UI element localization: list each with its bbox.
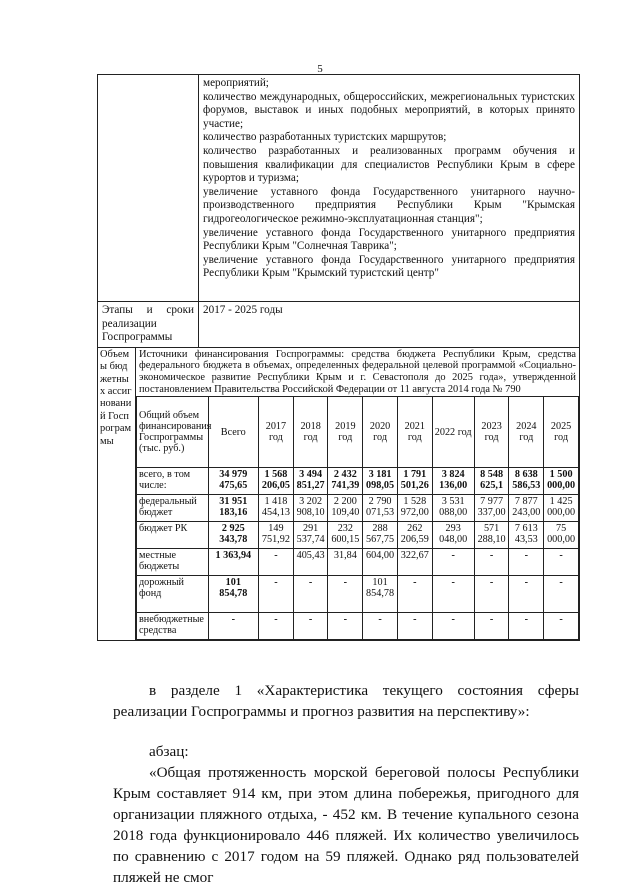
table-row — [137, 576, 579, 613]
table-cell: 2 432 741,39 — [328, 468, 363, 495]
table-cell: 262 206,59 — [397, 522, 432, 549]
finance-table — [97, 347, 580, 641]
column-header: 2022 год — [432, 397, 474, 468]
table-row — [137, 495, 579, 522]
table-row — [98, 302, 580, 348]
table-cell: 7 613 43,53 — [509, 522, 544, 549]
column-header: Всего — [208, 397, 259, 468]
table-cell: - — [328, 613, 363, 640]
table-cell: - — [509, 576, 544, 613]
column-header: 2025 год — [544, 397, 579, 468]
list-item: количество разработанных и реализованных программ обучения и повышения квалификации для специалистов Республики Крым в сфере курортов и туризма; — [203, 144, 575, 185]
table-cell: - — [474, 549, 509, 576]
table-cell: 1 528 972,00 — [397, 495, 432, 522]
indicators-table — [97, 74, 580, 348]
stages-value: 2017 - 2025 годы — [199, 302, 580, 348]
column-header: 2023 год — [474, 397, 509, 468]
sources-text: Источники финансирования Госпрограммы: средства бюджета Республики Крым, средства федерального бюджета в объемах, определенных федеральной целевой программой «Социально-экономическое развитие Республики Крым и г. Севастополя до 2025 года», утвержденной постановлением Правительства Российской Федерации от 11 августа 2014 года № 790 — [139, 348, 576, 395]
list-item: мероприятий; — [203, 77, 269, 89]
paragraph: в разделе 1 «Характеристика текущего состояния сферы реализации Госпрограммы и прогноз развития на перспективу»: — [113, 682, 579, 720]
table-cell: - — [397, 576, 432, 613]
table-cell: 2 790 071,53 — [363, 495, 398, 522]
body-text — [113, 680, 579, 888]
table-cell: 232 600,15 — [328, 522, 363, 549]
table-cell: 34 979 475,65 — [208, 468, 259, 495]
table-cell: 31 951 183,16 — [208, 495, 259, 522]
table-cell: 101 854,78 — [363, 576, 398, 613]
table-cell: 1 500 000,00 — [544, 468, 579, 495]
table-cell: 8 638 586,53 — [509, 468, 544, 495]
indicators-list — [199, 75, 580, 302]
table-cell: - — [259, 576, 294, 613]
table-row — [98, 75, 580, 302]
row-label: всего, в том числе: — [137, 468, 209, 495]
table-cell: - — [208, 613, 259, 640]
finance-matrix — [136, 396, 579, 640]
table-cell: - — [509, 613, 544, 640]
table-cell: 604,00 — [363, 549, 398, 576]
column-header: 2020 год — [363, 397, 398, 468]
column-header: 2024 год — [509, 397, 544, 468]
table-cell: - — [544, 549, 579, 576]
table-cell: 3 202 908,10 — [293, 495, 328, 522]
table-row — [137, 613, 579, 640]
passport-tables — [97, 74, 580, 641]
table-cell: 101 854,78 — [208, 576, 259, 613]
table-cell: - — [432, 613, 474, 640]
table-cell: 1 791 501,26 — [397, 468, 432, 495]
table-cell: 3 494 851,27 — [293, 468, 328, 495]
list-item: количество разработанных туристских маршрутов; — [203, 131, 447, 144]
row-label: федеральный бюджет — [137, 495, 209, 522]
table-cell: - — [474, 576, 509, 613]
table-cell: 7 877 243,00 — [509, 495, 544, 522]
table-cell: 8 548 625,1 — [474, 468, 509, 495]
paragraph: абзац: — [149, 743, 189, 760]
row-label: местные бюджеты — [137, 549, 209, 576]
table-cell: - — [474, 613, 509, 640]
column-header: Общий объем финансирования Госпрограммы (тыс. руб.) — [137, 397, 209, 468]
row-label: внебюджетные средства — [137, 613, 209, 640]
table-cell: 75 000,00 — [544, 522, 579, 549]
table-cell: - — [363, 613, 398, 640]
list-item: увеличение уставного фонда Государственного унитарного научно-производственного предприятия Республики Крым "Крымская гидрогеологическое режимно-эксплуатационная станция"; — [203, 185, 575, 225]
table-cell: 405,43 — [293, 549, 328, 576]
table-row — [137, 468, 579, 495]
list-item: увеличение уставного фонда Государственного унитарного предприятия Республики Крым "Солнечная Таврика"; — [203, 226, 575, 253]
paragraph: «Общая протяженность морской береговой полосы Республики Крым составляет 914 км, при этом длина побережья, пригодного для организации пляжного отдыха, - 452 км. В течение купального сезона 2018 года функционировало 446 пляжей. Их количество увеличилось по сравнению с 2017 годом на 59 пляжей. Однако ряд пользователей пляжей не смог — [113, 764, 579, 886]
table-cell: 322,67 — [397, 549, 432, 576]
list-item: количество международных, общероссийских, межрегиональных туристских форумов, выставок и иных подобных мероприятий, в которых принято участие; — [203, 90, 575, 130]
row-label: бюджет РК — [137, 522, 209, 549]
table-cell: 3 824 136,00 — [432, 468, 474, 495]
table-cell: 3 531 088,00 — [432, 495, 474, 522]
table-cell: - — [293, 613, 328, 640]
table-cell: 291 537,74 — [293, 522, 328, 549]
table-cell: 31,84 — [328, 549, 363, 576]
empty-cell — [98, 75, 199, 302]
table-cell: 571 288,10 — [474, 522, 509, 549]
table-cell: - — [509, 549, 544, 576]
table-cell: 2 925 343,78 — [208, 522, 259, 549]
finance-left-label — [98, 347, 136, 640]
table-cell: 1 425 000,00 — [544, 495, 579, 522]
table-cell: - — [397, 613, 432, 640]
table-cell: - — [293, 576, 328, 613]
table-cell: 1 418 454,13 — [259, 495, 294, 522]
table-header-row — [137, 397, 579, 468]
list-item: увеличение уставного фонда Государственного унитарного предприятия Республики Крым "Крымский туристский центр" — [203, 253, 575, 280]
column-header: 2021 год — [397, 397, 432, 468]
table-cell: - — [259, 613, 294, 640]
table-cell: 7 977 337,00 — [474, 495, 509, 522]
table-cell: 293 048,00 — [432, 522, 474, 549]
table-cell: - — [259, 549, 294, 576]
table-cell: - — [432, 576, 474, 613]
table-cell: 288 567,75 — [363, 522, 398, 549]
table-cell: 1 568 206,05 — [259, 468, 294, 495]
table-row — [137, 549, 579, 576]
table-cell: 2 200 109,40 — [328, 495, 363, 522]
stages-label: Этапы и сроки реализации Госпрограммы — [98, 302, 199, 348]
column-header: 2018 год — [293, 397, 328, 468]
page-number: 5 — [317, 63, 323, 75]
table-cell: - — [328, 576, 363, 613]
finance-left-label-text: Объемы бюджетных ассигнований Госпрограммы — [100, 348, 132, 447]
finance-content — [136, 347, 580, 640]
table-cell: 149 751,92 — [259, 522, 294, 549]
column-header: 2019 год — [328, 397, 363, 468]
table-cell: - — [544, 613, 579, 640]
row-label: дорожный фонд — [137, 576, 209, 613]
table-row — [137, 522, 579, 549]
table-row — [98, 347, 580, 640]
table-cell: 1 363,94 — [208, 549, 259, 576]
table-cell: - — [544, 576, 579, 613]
column-header: 2017 год — [259, 397, 294, 468]
table-cell: 3 181 098,05 — [363, 468, 398, 495]
table-cell: - — [432, 549, 474, 576]
